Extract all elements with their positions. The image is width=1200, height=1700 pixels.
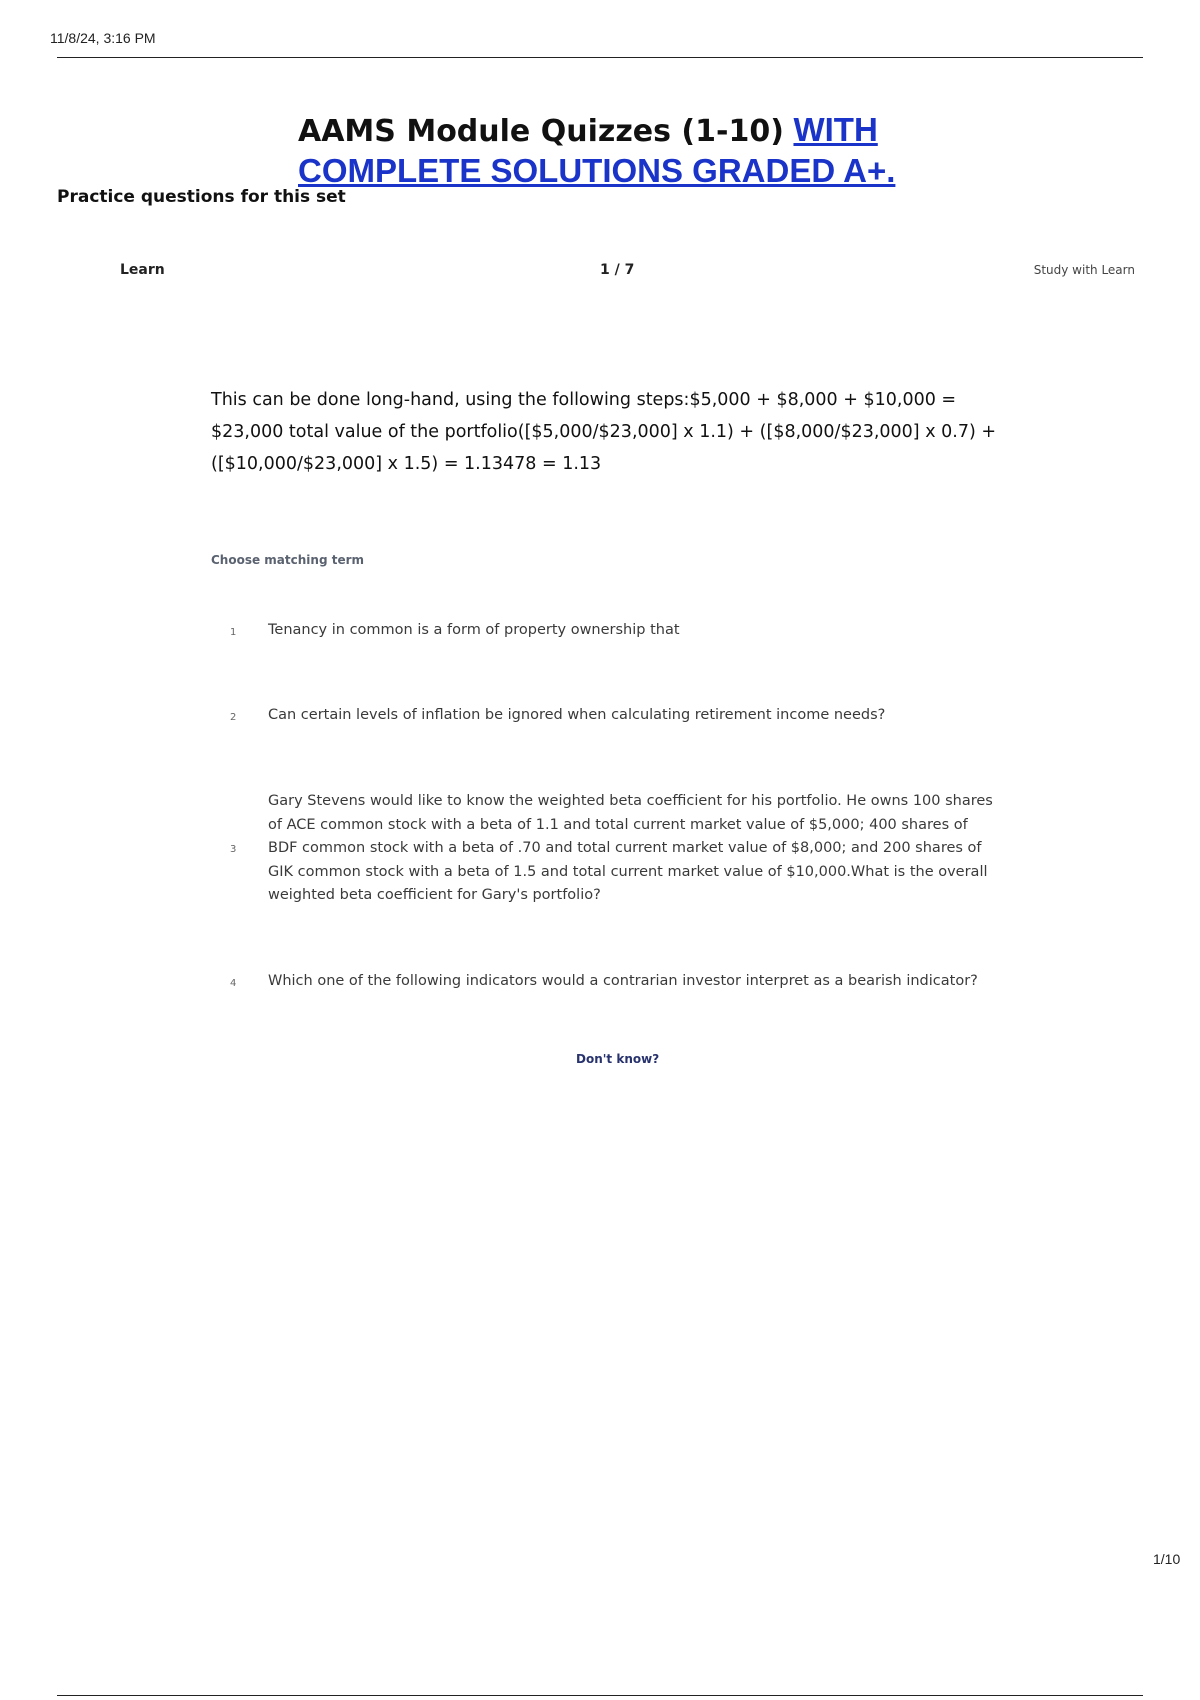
- page-number: 1/10: [1153, 1551, 1181, 1567]
- document-title-link[interactable]: WITH COMPLETE SOLUTIONS GRADED A+.: [298, 111, 896, 189]
- study-with-learn-link[interactable]: Study with Learn: [1033, 263, 1135, 277]
- document-title: [298, 110, 1018, 192]
- practice-heading: Practice questions for this set: [57, 187, 346, 207]
- print-datetime: 11/8/24, 3:16 PM: [50, 30, 156, 46]
- option-text: Gary Stevens would like to know the weighted beta coefficient for his portfolio. He owns 100 shares of ACE common stock with a beta of 1.1 and total current market value of $5,000; 400 shares of BDF common stock with a beta of .70 and total current market value of $8,000; and 200 shares of GIK common stock with a beta of 1.5 and total current market value of $10,000.What is the overall weighted beta coefficient for Gary's portfolio?: [268, 793, 993, 903]
- question-prompt: This can be done long-hand, using the following steps:$5,000 + $8,000 + $10,000 = $23,000 total value of the portfolio([$5,000/$23,000] x 1.1) + ([$8,000/$23,000] x 0.7) + ([$10,000/$23,000] x 1.5) = 1.13478 = 1.13: [211, 390, 997, 474]
- document-title-text: AAMS Module Quizzes (1-10): [298, 114, 784, 149]
- learn-mode-label[interactable]: Learn: [120, 262, 165, 278]
- option-text: Can certain levels of inflation be ignored when calculating retirement income needs?: [268, 707, 886, 723]
- bottom-divider: [57, 1695, 1143, 1696]
- option-number: 4: [230, 978, 237, 989]
- option-number: 2: [230, 712, 237, 723]
- option-number: 3: [230, 844, 237, 855]
- top-divider: [57, 57, 1143, 58]
- question-progress: 1 / 7: [600, 262, 635, 278]
- option-text: Which one of the following indicators would a contrarian investor interpret as a bearish indicator?: [268, 973, 978, 989]
- option-text: Tenancy in common is a form of property ownership that: [268, 622, 680, 638]
- dont-know-button[interactable]: Don't know?: [576, 1052, 660, 1066]
- choose-matching-term-label: Choose matching term: [211, 553, 365, 567]
- option-number: 1: [230, 627, 237, 638]
- learn-bar: [120, 262, 1135, 282]
